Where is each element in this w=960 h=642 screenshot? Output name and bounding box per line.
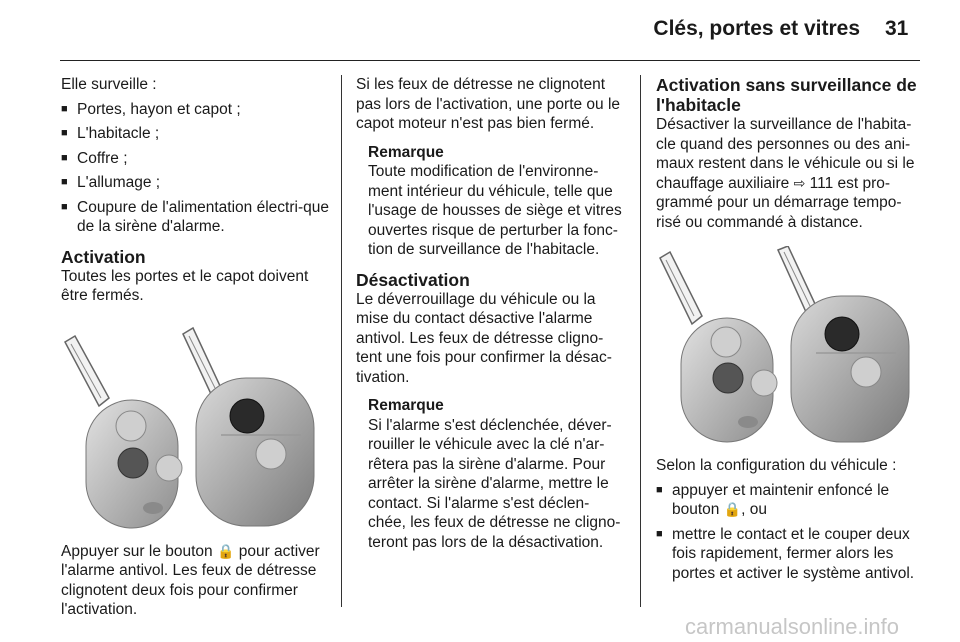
key-fobs-illustration-2-graphic — [656, 246, 918, 446]
config-intro: Selon la configuration du véhicule : — [656, 457, 897, 474]
led-icon — [738, 416, 758, 428]
watermark: carmanualsonline.info — [685, 614, 900, 639]
list-item: ■ mettre le contact et le couper deux fois rapidement, fermer alors les portes et activer le système antivol. — [656, 525, 926, 584]
column-divider-1 — [341, 75, 342, 607]
note-title: Remarque — [368, 143, 444, 161]
press-button-text: Appuyer sur le bouton 🔒 pour activer l'alarme antivol. Les feux de détresse clignotent deux fois pour confirmer l'activation. — [61, 542, 320, 618]
lock-button-pressed-icon — [713, 363, 743, 393]
list-item: ■ Coffre ; — [61, 149, 329, 169]
lock-button-dark-icon — [230, 399, 264, 433]
page-number: 31 — [885, 17, 909, 40]
note-text: Si l'alarme s'est déclenchée, déver-rouiller le véhicule avec la clé n'ar-rêtera pas la sirène d'alarme. Pour arrêter la sirène d'alarme, mettre le contact. Si l'alarme s'est déclen-chée, les feux de détresse ne cligno-teront pas lors de la désactivation. — [368, 416, 621, 551]
trunk-button-icon — [751, 370, 777, 396]
activation-text: Toutes les portes et le capot doivent être fermés. — [61, 267, 309, 304]
led-icon — [143, 502, 163, 514]
column-2 — [356, 75, 624, 552]
list-item: ■ Portes, hayon et capot ; — [61, 100, 329, 120]
lock-button-icon — [116, 411, 146, 441]
note-title: Remarque — [368, 397, 444, 414]
key-fobs-illustration — [61, 320, 323, 532]
hazard-text: Si les feux de détresse ne clignotent pas lors de l'activation, une porte ou le capot moteur n'est pas bien fermé. — [356, 76, 621, 132]
lock-button-pressed-icon — [118, 448, 148, 478]
unlock-button-icon — [851, 357, 881, 387]
left-key-blade — [660, 252, 702, 324]
no-interior-monitoring-heading: Activation sans surveillance de l'habitacle — [656, 75, 917, 115]
lock-button-icon — [711, 327, 741, 357]
list-item: ■ Coupure de l'alimentation électri-que de la sirène d'alarme. — [61, 198, 329, 237]
right-key-fob — [196, 378, 314, 526]
page-ref-arrow-icon: ⇨ — [793, 174, 806, 191]
activation-heading: Activation — [61, 246, 146, 267]
lock-icon: 🔒 — [216, 542, 235, 559]
list-item: ■ L'allumage ; — [61, 173, 329, 193]
interior-text: Désactiver la surveillance de l'habita-cle quand des personnes ou des ani-maux restent dans le véhicule ou si le chauffage auxiliaire ⇨ 111 est pro-grammé pour un démarrage tempo-risé ou commandé à distance. — [656, 116, 915, 231]
column-3 — [656, 75, 926, 583]
note-block-1 — [368, 143, 624, 260]
deactivation-heading: Désactivation — [356, 269, 470, 290]
right-key-blade — [778, 246, 816, 312]
key-fobs-illustration-graphic — [61, 320, 323, 532]
right-key-blade — [183, 328, 221, 394]
page-reference[interactable]: 111 — [805, 174, 834, 192]
monitored-list — [61, 100, 329, 237]
list-item: ■ L'habitacle ; — [61, 124, 329, 144]
note-text: Toute modification de l'environne-ment intérieur du véhicule, telle que l'usage de housses de siège et vitres ouvertes risque de perturber la fonc-tion de surveillance de l'habitacle. — [368, 163, 622, 258]
left-key-blade — [65, 336, 109, 406]
lock-icon: 🔒 — [723, 501, 742, 517]
unlock-button-icon — [256, 439, 286, 469]
column-1 — [61, 75, 329, 620]
lock-button-dark-icon — [825, 317, 859, 351]
header-title: Clés, portes et vitres — [653, 17, 860, 40]
list-item: ■ appuyer et maintenir enfoncé le bouton 🔒, ou — [656, 481, 926, 520]
note-block-2 — [368, 396, 624, 552]
header-rule — [60, 60, 920, 61]
trunk-button-icon — [156, 455, 182, 481]
right-key-fob — [791, 296, 909, 442]
column-divider-2 — [640, 75, 641, 607]
config-list — [656, 481, 926, 584]
key-fobs-illustration-2 — [656, 246, 918, 446]
intro-text: Elle surveille : — [61, 76, 157, 93]
deactivation-text: Le déverrouillage du véhicule ou la mise du contact désactive l'alarme antivol. Les feux de détresse cligno-tent une fois pour confirmer la désac-tivation. — [356, 290, 612, 386]
